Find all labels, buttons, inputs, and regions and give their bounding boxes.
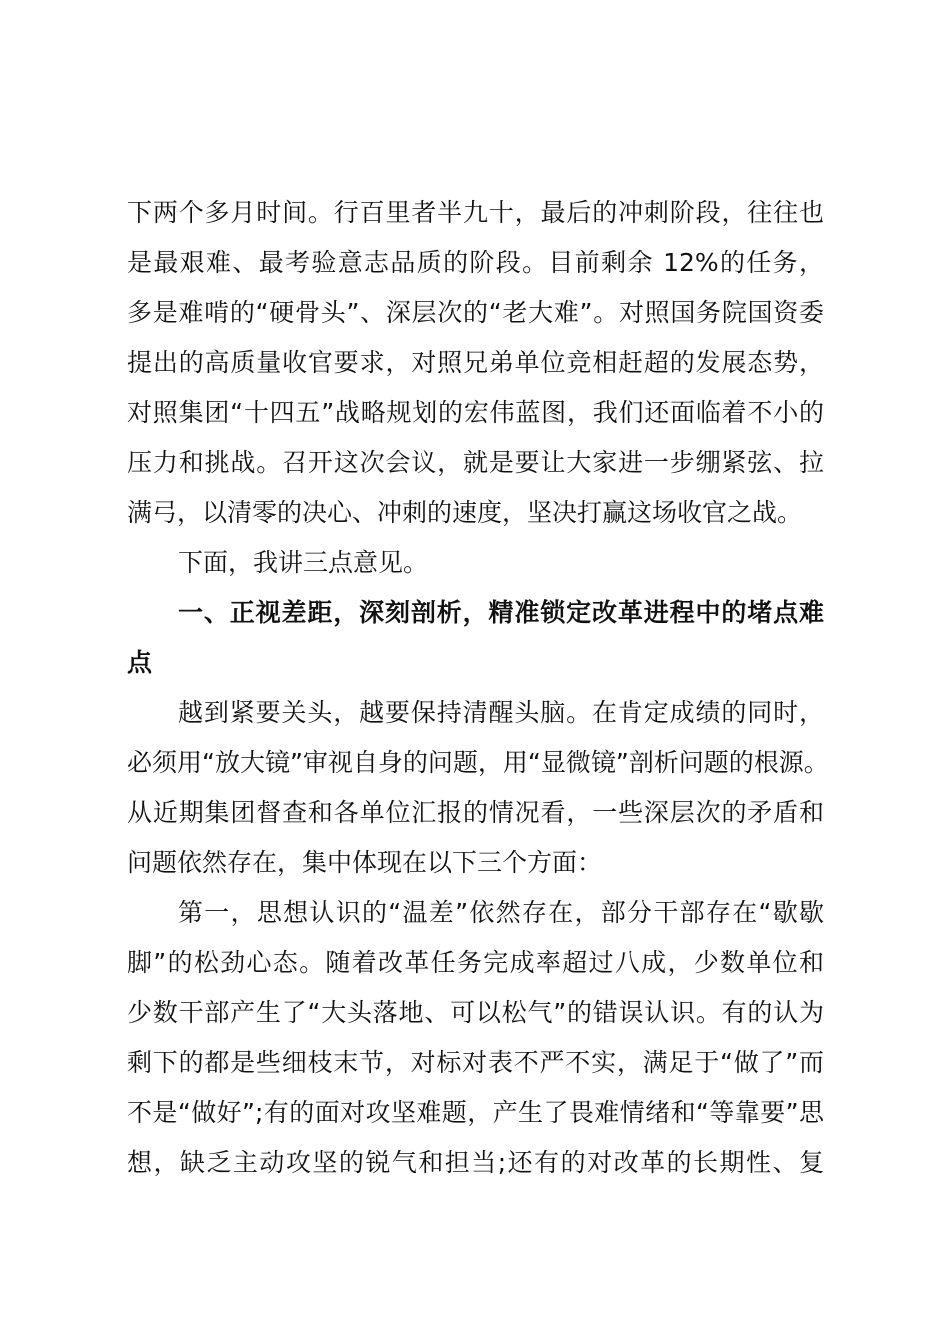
body-text-line: 对照集团“十四五”战略规划的宏伟蓝图，我们还面临着不小的 [127, 398, 824, 427]
section-heading-line: 一、正视差距，深刻剖析，精准锁定改革进程中的堵点难 [178, 598, 824, 627]
body-text-line: 是最艰难、最考验意志品质的阶段。目前剩余 12%的任务， [127, 248, 824, 277]
body-text-line: 问题依然存在，集中体现在以下三个方面： [127, 848, 603, 877]
body-text-line: 少数干部产生了“大头落地、可以松气”的错误认识。有的认为 [127, 998, 824, 1027]
body-text-line: 提出的高质量收官要求，对照兄弟单位竞相赶超的发展态势， [127, 348, 824, 377]
body-text-line: 脚”的松劲心态。随着改革任务完成率超过八成，少数单位和 [127, 948, 824, 977]
body-text-line: 满弓，以清零的决心、冲刺的速度，坚决打赢这场收官之战。 [127, 498, 803, 527]
section-heading-line: 点 [127, 648, 153, 677]
body-text-line: 越到紧要关头，越要保持清醒头脑。在肯定成绩的同时， [178, 698, 824, 727]
body-text-line: 不是“做好”;有的面对攻坚难题，产生了畏难情绪和“等靠要”思 [127, 1098, 824, 1127]
body-text-line: 从近期集团督查和各单位汇报的情况看，一些深层次的矛盾和 [127, 798, 824, 827]
body-text-line: 压力和挑战。召开这次会议，就是要让大家进一步绷紧弦、拉 [127, 448, 824, 477]
body-text-line: 下面，我讲三点意见。 [178, 548, 429, 577]
body-text-line: 第一，思想认识的“温差”依然存在，部分干部存在“歇歇 [178, 898, 824, 927]
body-text-line: 想，缺乏主动攻坚的锐气和担当;还有的对改革的长期性、复 [127, 1148, 824, 1177]
body-text-line: 必须用“放大镜”审视自身的问题，用“显微镜”剖析问题的根源。 [127, 748, 829, 777]
body-text-line: 多是难啃的“硬骨头”、深层次的“老大难”。对照国务院国资委 [127, 298, 824, 327]
body-text-line: 剩下的都是些细枝末节，对标对表不严不实，满足于“做了”而 [127, 1048, 824, 1077]
body-text-line: 下两个多月时间。行百里者半九十，最后的冲刺阶段，往往也 [127, 198, 824, 227]
